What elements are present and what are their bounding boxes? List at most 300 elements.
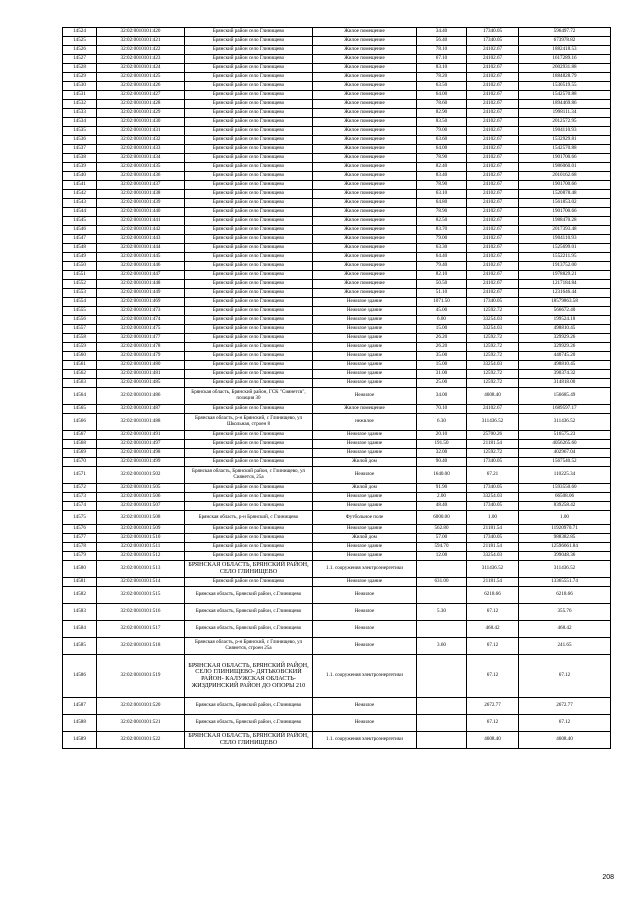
area-cell: 51.10 xyxy=(417,289,467,298)
row-number-cell: 14536 xyxy=(63,136,97,145)
table-row xyxy=(63,82,611,91)
cadastral-number-cell: 32:02:0010101:491 xyxy=(97,431,185,440)
area-cell: 15.00 xyxy=(417,361,467,370)
unit-value-cell: 24102.67 xyxy=(467,109,519,118)
row-number-cell: 14556 xyxy=(63,316,97,325)
address-cell: Брянский район село Глинищево xyxy=(185,449,313,458)
address-cell: Брянский район село Глинищево xyxy=(185,226,313,235)
object-type-cell: Нежилое xyxy=(313,587,417,604)
cadastral-value-cell: 4608.40 xyxy=(519,732,611,749)
cadastral-number-cell: 32:02:0010101:519 xyxy=(97,655,185,698)
cadastral-number-cell: 32:02:0010101:473 xyxy=(97,307,185,316)
area-cell: 90.40 xyxy=(417,458,467,467)
address-cell: Брянский район село Глинищево xyxy=(185,405,313,414)
cadastral-number-cell: 32:02:0010101:426 xyxy=(97,82,185,91)
address-cell: Брянская область, Брянский район, с.Глинищево xyxy=(185,621,313,638)
object-type-cell: Жилое помещение xyxy=(313,64,417,73)
area-cell: 6000.00 xyxy=(417,511,467,525)
object-type-cell: Жилое помещение xyxy=(313,163,417,172)
address-cell: Брянский район село Глинищево xyxy=(185,199,313,208)
area-cell: 64.80 xyxy=(417,199,467,208)
object-type-cell: Жилое помещение xyxy=(313,172,417,181)
table-row xyxy=(63,244,611,253)
cadastral-value-cell: 468.42 xyxy=(519,621,611,638)
object-type-cell: Нежилое xyxy=(313,638,417,655)
area-cell: 191.50 xyxy=(417,440,467,449)
row-number-cell: 14581 xyxy=(63,578,97,587)
object-type-cell: Жилое помещение xyxy=(313,127,417,136)
cadastral-number-cell: 32:02:0010101:515 xyxy=(97,587,185,604)
object-type-cell: Жилое помещение xyxy=(313,271,417,280)
unit-value-cell: 12592.72 xyxy=(467,379,519,388)
row-number-cell: 14570 xyxy=(63,458,97,467)
unit-value-cell: 33254.03 xyxy=(467,361,519,370)
object-type-cell: Жилое помещение xyxy=(313,405,417,414)
address-cell: Брянский район село Глинищево xyxy=(185,118,313,127)
address-cell: Брянская область, Брянский район, ГСК "Сиянетсв", позиция 30 xyxy=(185,388,313,405)
cadastral-value-cell: 1561853.02 xyxy=(519,199,611,208)
unit-value-cell: 67.12 xyxy=(467,604,519,621)
address-cell: Брянский район село Глинищево xyxy=(185,484,313,493)
area-cell: 78.10 xyxy=(417,46,467,55)
row-number-cell: 14540 xyxy=(63,172,97,181)
cadastral-value-cell: 329929.26 xyxy=(519,334,611,343)
object-type-cell: Жилое помещение xyxy=(313,226,417,235)
table-row xyxy=(63,388,611,405)
table-row xyxy=(63,91,611,100)
unit-value-cell: 17340.05 xyxy=(467,502,519,511)
address-cell: Брянский район село Глинищево xyxy=(185,361,313,370)
address-cell: Брянский район село Глинищево xyxy=(185,163,313,172)
table-row xyxy=(63,343,611,352)
row-number-cell: 14529 xyxy=(63,73,97,82)
object-type-cell: Нежилое здание xyxy=(313,370,417,379)
area-cell: 83.10 xyxy=(417,64,467,73)
unit-value-cell: 4608.40 xyxy=(467,388,519,405)
cadastral-value-cell: 1532929.81 xyxy=(519,136,611,145)
cadastral-number-cell: 32:02:0010101:498 xyxy=(97,449,185,458)
unit-value-cell: 2672.77 xyxy=(467,698,519,715)
area-cell: 5.30 xyxy=(417,604,467,621)
cadastral-value-cell: 2010162.68 xyxy=(519,172,611,181)
object-type-cell: Жилой дом xyxy=(313,534,417,543)
area-cell: 83.40 xyxy=(417,172,467,181)
cadastral-value-cell: 988382.85 xyxy=(519,534,611,543)
table-row xyxy=(63,561,611,578)
row-number-cell: 14563 xyxy=(63,379,97,388)
area-cell xyxy=(417,621,467,638)
area-cell: 82.90 xyxy=(417,109,467,118)
object-type-cell: Нежилое здание xyxy=(313,493,417,502)
object-type-cell: Жилое помещение xyxy=(313,73,417,82)
area-cell: 82.40 xyxy=(417,163,467,172)
area-cell: 82.50 xyxy=(417,217,467,226)
object-type-cell: Нежилое xyxy=(313,467,417,484)
object-type-cell: Нежилое здание xyxy=(313,361,417,370)
cadastral-number-cell: 32:02:0010101:475 xyxy=(97,325,185,334)
area-cell: 48.40 xyxy=(417,502,467,511)
table-row xyxy=(63,28,611,37)
area-cell xyxy=(417,587,467,604)
address-cell: Брянский район село Глинищево xyxy=(185,37,313,46)
cadastral-number-cell: 32:02:0010101:516 xyxy=(97,604,185,621)
address-cell: Брянский район село Глинищево xyxy=(185,502,313,511)
unit-value-cell: 24102.67 xyxy=(467,199,519,208)
object-type-cell: Жилой дом xyxy=(313,458,417,467)
table-row xyxy=(63,534,611,543)
cadastral-number-cell: 32:02:0010101:435 xyxy=(97,163,185,172)
address-cell: Брянский район село Глинищево xyxy=(185,136,313,145)
object-type-cell: Нежилое здание xyxy=(313,525,417,534)
cadastral-number-cell: 32:02:0010101:481 xyxy=(97,370,185,379)
table-row xyxy=(63,698,611,715)
area-cell xyxy=(417,561,467,578)
row-number-cell: 14541 xyxy=(63,181,97,190)
area-cell: 6.30 xyxy=(417,414,467,431)
address-cell: Брянский район село Глинищево xyxy=(185,370,313,379)
cadastral-value-cell: 1542570.88 xyxy=(519,91,611,100)
unit-value-cell: 24102.67 xyxy=(467,91,519,100)
table-row xyxy=(63,379,611,388)
area-cell: 2.00 xyxy=(417,493,467,502)
address-cell: БРЯНСКАЯ ОБЛАСТЬ, БРЯНСКИЙ РАЙОН, СЕЛО ГЛИНИЩЕВО- ДЯТЬКОВСКИЙ РАЙОН- КАЛУЖСКАЯ ОБЛАСТЬ- ЖИЗДРИНСКИЙ РАЙОН ДО ОПОРЫ 210 xyxy=(185,655,313,698)
cadastral-number-cell: 32:02:0010101:431 xyxy=(97,127,185,136)
row-number-cell: 14543 xyxy=(63,199,97,208)
object-type-cell: Нежилое xyxy=(313,698,417,715)
cadastral-value-cell: 1217184.84 xyxy=(519,280,611,289)
cadastral-value-cell: 1617289.16 xyxy=(519,55,611,64)
area-cell: 12.00 xyxy=(417,552,467,561)
table-row xyxy=(63,145,611,154)
area-cell: 63.10 xyxy=(417,190,467,199)
row-number-cell: 14533 xyxy=(63,109,97,118)
object-type-cell: Нежилое здание xyxy=(313,449,417,458)
unit-value-cell: 24102.67 xyxy=(467,208,519,217)
object-type-cell: нежилое xyxy=(313,414,417,431)
table-row xyxy=(63,511,611,525)
table-row xyxy=(63,55,611,64)
unit-value-cell: 25700.26 xyxy=(467,431,519,440)
unit-value-cell: 24102.67 xyxy=(467,244,519,253)
area-cell: 6.00 xyxy=(417,316,467,325)
unit-value-cell: 24102.67 xyxy=(467,136,519,145)
object-type-cell: Жилое помещение xyxy=(313,145,417,154)
address-cell: Брянский район село Глинищево xyxy=(185,493,313,502)
cadastral-value-cell: 6218.66 xyxy=(519,587,611,604)
table-row xyxy=(63,543,611,552)
object-type-cell: Нежилое здание xyxy=(313,578,417,587)
address-cell: Брянский район село Глинищево xyxy=(185,190,313,199)
cadastral-value-cell: 1904110.93 xyxy=(519,127,611,136)
cadastral-number-cell: 32:02:0010101:509 xyxy=(97,525,185,534)
row-number-cell: 14561 xyxy=(63,361,97,370)
area-cell: 79.40 xyxy=(417,262,467,271)
area-cell: 70.10 xyxy=(417,405,467,414)
row-number-cell: 14578 xyxy=(63,543,97,552)
cadastral-value-cell: 311436.52 xyxy=(519,561,611,578)
address-cell: Брянский район село Глинищево xyxy=(185,334,313,343)
object-type-cell: Нежилое xyxy=(313,621,417,638)
cadastral-number-cell: 32:02:0010101:420 xyxy=(97,28,185,37)
cadastral-value-cell: 314818.00 xyxy=(519,379,611,388)
row-number-cell: 14567 xyxy=(63,431,97,440)
area-cell: 83.50 xyxy=(417,118,467,127)
address-cell: Брянская область, Брянский район, с Глинищево, ул Сиянетсв, 25а xyxy=(185,467,313,484)
address-cell: Брянский район село Глинищево xyxy=(185,253,313,262)
cadastral-number-cell: 32:02:0010101:434 xyxy=(97,154,185,163)
unit-value-cell: 24102.67 xyxy=(467,226,519,235)
address-cell: Брянский район село Глинищево xyxy=(185,271,313,280)
area-cell: 63.60 xyxy=(417,136,467,145)
address-cell: БРЯНСКАЯ ОБЛАСТЬ, БРЯНСКИЙ РАЙОН, СЕЛО ГЛИНИЩЕВО xyxy=(185,732,313,749)
cadastral-value-cell: 596497.72 xyxy=(519,28,611,37)
area-cell: 82.10 xyxy=(417,271,467,280)
object-type-cell: Нежилое здание xyxy=(313,343,417,352)
object-type-cell: Жилое помещение xyxy=(313,118,417,127)
cadastral-number-cell: 32:02:0010101:521 xyxy=(97,715,185,732)
address-cell: Брянский район село Глинищево xyxy=(185,578,313,587)
address-cell: Брянский район село Глинищево xyxy=(185,543,313,552)
table-row xyxy=(63,100,611,109)
address-cell: Брянский район село Глинищево xyxy=(185,343,313,352)
area-cell xyxy=(417,732,467,749)
row-number-cell: 14552 xyxy=(63,280,97,289)
row-number-cell: 14571 xyxy=(63,467,97,484)
row-number-cell: 14568 xyxy=(63,440,97,449)
table-row xyxy=(63,271,611,280)
row-number-cell: 14562 xyxy=(63,370,97,379)
row-number-cell: 14532 xyxy=(63,100,97,109)
row-number-cell: 14535 xyxy=(63,127,97,136)
cadastral-value-cell: 2002931.88 xyxy=(519,64,611,73)
table-row xyxy=(63,316,611,325)
cadastral-number-cell: 32:02:0010101:439 xyxy=(97,199,185,208)
table-row xyxy=(63,334,611,343)
unit-value-cell: 17340.05 xyxy=(467,37,519,46)
row-number-cell: 14544 xyxy=(63,208,97,217)
unit-value-cell: 67.12 xyxy=(467,655,519,698)
object-type-cell: Жилое помещение xyxy=(313,244,417,253)
area-cell: 79.00 xyxy=(417,235,467,244)
table-row xyxy=(63,440,611,449)
unit-value-cell: 24102.67 xyxy=(467,172,519,181)
cadastral-number-cell: 32:02:0010101:480 xyxy=(97,361,185,370)
cadastral-value-cell: 2017393.48 xyxy=(519,226,611,235)
cadastral-number-cell: 32:02:0010101:518 xyxy=(97,638,185,655)
cadastral-number-cell: 32:02:0010101:443 xyxy=(97,235,185,244)
row-number-cell: 14577 xyxy=(63,534,97,543)
object-type-cell: Жилое помещение xyxy=(313,262,417,271)
object-type-cell: Жилое помещение xyxy=(313,289,417,298)
area-cell: 64.00 xyxy=(417,145,467,154)
unit-value-cell: 468.42 xyxy=(467,621,519,638)
row-number-cell: 14537 xyxy=(63,145,97,154)
table-row xyxy=(63,163,611,172)
object-type-cell: Нежилое здание xyxy=(313,298,417,307)
address-cell: Брянский район село Глинищево xyxy=(185,208,313,217)
object-type-cell: 1.1. сооружения электроэнергетики xyxy=(313,561,417,578)
row-number-cell: 14565 xyxy=(63,405,97,414)
object-type-cell: Нежилое здание xyxy=(313,352,417,361)
object-type-cell: Жилое помещение xyxy=(313,136,417,145)
table-row xyxy=(63,199,611,208)
unit-value-cell: 12592.72 xyxy=(467,352,519,361)
address-cell: Брянская область, р-н Брянский, с Глинищево, ул Сиянетсв, строен 25а xyxy=(185,638,313,655)
table-row xyxy=(63,190,611,199)
cadastral-number-cell: 32:02:0010101:422 xyxy=(97,46,185,55)
table-row xyxy=(63,298,611,307)
table-row xyxy=(63,73,611,82)
address-cell: Брянский район село Глинищево xyxy=(185,525,313,534)
area-cell: 594.70 xyxy=(417,543,467,552)
unit-value-cell: 311436.52 xyxy=(467,561,519,578)
row-number-cell: 14524 xyxy=(63,28,97,37)
object-type-cell: Нежилое здание xyxy=(313,334,417,343)
cadastral-value-cell: 839258.42 xyxy=(519,502,611,511)
area-cell xyxy=(417,655,467,698)
unit-value-cell: 33254.03 xyxy=(467,552,519,561)
unit-value-cell: 24102.67 xyxy=(467,280,519,289)
cadastral-value-cell: 156685.49 xyxy=(519,388,611,405)
cadastral-number-cell: 32:02:0010101:485 xyxy=(97,379,185,388)
area-cell: 3.60 xyxy=(417,638,467,655)
unit-value-cell: 17340.05 xyxy=(467,298,519,307)
object-type-cell: Жилое помещение xyxy=(313,235,417,244)
unit-value-cell: 12592.72 xyxy=(467,370,519,379)
cadastral-value-cell: 199524.18 xyxy=(519,316,611,325)
area-cell: 78.60 xyxy=(417,100,467,109)
area-cell xyxy=(417,715,467,732)
table-row xyxy=(63,484,611,493)
row-number-cell: 14526 xyxy=(63,46,97,55)
address-cell: Брянский район село Глинищево xyxy=(185,109,313,118)
cadastral-number-cell: 32:02:0010101:474 xyxy=(97,316,185,325)
cadastral-value-cell: 1520878.48 xyxy=(519,190,611,199)
unit-value-cell: 24102.67 xyxy=(467,154,519,163)
cadastral-value-cell: 1530519.55 xyxy=(519,82,611,91)
cadastral-value-cell: 2012572.95 xyxy=(519,118,611,127)
cadastral-number-cell: 32:02:0010101:423 xyxy=(97,55,185,64)
area-cell: 631.00 xyxy=(417,578,467,587)
cadastral-value-cell: 18579863.58 xyxy=(519,298,611,307)
cadastral-value-table xyxy=(62,27,611,749)
cadastral-value-cell: 1986060.01 xyxy=(519,163,611,172)
cadastral-number-cell: 32:02:0010101:497 xyxy=(97,440,185,449)
address-cell: Брянский район село Глинищево xyxy=(185,127,313,136)
area-cell: 64.00 xyxy=(417,91,467,100)
object-type-cell: Жилое помещение xyxy=(313,37,417,46)
address-cell: Брянский район село Глинищево xyxy=(185,440,313,449)
object-type-cell: Нежилое здание xyxy=(313,307,417,316)
cadastral-value-cell: 311436.52 xyxy=(519,414,611,431)
address-cell: Брянский район село Глинищево xyxy=(185,64,313,73)
table-row xyxy=(63,118,611,127)
cadastral-value-cell: 1978829.21 xyxy=(519,271,611,280)
row-number-cell: 14530 xyxy=(63,82,97,91)
cadastral-value-cell: 1904110.93 xyxy=(519,235,611,244)
row-number-cell: 14555 xyxy=(63,307,97,316)
table-row xyxy=(63,414,611,431)
object-type-cell: Нежилое здание xyxy=(313,379,417,388)
cadastral-number-cell: 32:02:0010101:487 xyxy=(97,405,185,414)
unit-value-cell: 24102.67 xyxy=(467,289,519,298)
cadastral-number-cell: 32:02:0010101:512 xyxy=(97,552,185,561)
unit-value-cell: 24102.67 xyxy=(467,217,519,226)
unit-value-cell: 24102.67 xyxy=(467,73,519,82)
object-type-cell: Жилое помещение xyxy=(313,109,417,118)
object-type-cell: Нежилое здание xyxy=(313,552,417,561)
area-cell: 35.00 xyxy=(417,352,467,361)
row-number-cell: 14573 xyxy=(63,493,97,502)
cadastral-value-cell: 355.76 xyxy=(519,604,611,621)
unit-value-cell: 24102.67 xyxy=(467,235,519,244)
table-row xyxy=(63,127,611,136)
area-cell: 1071.50 xyxy=(417,298,467,307)
row-number-cell: 14558 xyxy=(63,334,97,343)
table-row xyxy=(63,458,611,467)
table-row xyxy=(63,587,611,604)
row-number-cell: 14545 xyxy=(63,217,97,226)
table-row xyxy=(63,405,611,414)
row-number-cell: 14582 xyxy=(63,587,97,604)
cadastral-number-cell: 32:02:0010101:421 xyxy=(97,37,185,46)
cadastral-number-cell: 32:02:0010101:427 xyxy=(97,91,185,100)
unit-value-cell: 21181.54 xyxy=(467,543,519,552)
area-cell: 34.40 xyxy=(417,28,467,37)
cadastral-value-cell: 329929.26 xyxy=(519,343,611,352)
table-row xyxy=(63,449,611,458)
row-number-cell: 14539 xyxy=(63,163,97,172)
address-cell: Брянский район село Глинищево xyxy=(185,458,313,467)
object-type-cell: 1.1. сооружения электроэнергетики xyxy=(313,732,417,749)
cadastral-value-cell: 12596661.84 xyxy=(519,543,611,552)
table-row xyxy=(63,325,611,334)
row-number-cell: 14569 xyxy=(63,449,97,458)
cadastral-number-cell: 32:02:0010101:517 xyxy=(97,621,185,638)
table-row xyxy=(63,732,611,749)
cadastral-number-cell: 32:02:0010101:448 xyxy=(97,280,185,289)
unit-value-cell: 24102.67 xyxy=(467,181,519,190)
row-number-cell: 14587 xyxy=(63,698,97,715)
row-number-cell: 14564 xyxy=(63,388,97,405)
unit-value-cell: 1.00 xyxy=(467,511,519,525)
unit-value-cell: 24102.67 xyxy=(467,262,519,271)
row-number-cell: 14557 xyxy=(63,325,97,334)
cadastral-number-cell: 32:02:0010101:430 xyxy=(97,118,185,127)
row-number-cell: 14566 xyxy=(63,414,97,431)
cadastral-value-cell: 241.65 xyxy=(519,638,611,655)
cadastral-value-cell: 1901700.66 xyxy=(519,208,611,217)
cadastral-value-cell: 440745.20 xyxy=(519,352,611,361)
unit-value-cell: 12592.72 xyxy=(467,343,519,352)
table-row xyxy=(63,621,611,638)
cadastral-number-cell: 32:02:0010101:445 xyxy=(97,253,185,262)
object-type-cell: Жилое помещение xyxy=(313,46,417,55)
address-cell: Брянская область, р-н Брянский, с Глинищево, ул Школьная, строен 8 xyxy=(185,414,313,431)
cadastral-value-cell: 399048.36 xyxy=(519,552,611,561)
cadastral-value-cell: 1901700.66 xyxy=(519,181,611,190)
address-cell: Брянская область, Брянский район, с.Глинищево xyxy=(185,698,313,715)
object-type-cell: Жилое помещение xyxy=(313,28,417,37)
cadastral-number-cell: 32:02:0010101:477 xyxy=(97,334,185,343)
cadastral-value-cell: 1882418.53 xyxy=(519,46,611,55)
cadastral-value-cell: 1231646.44 xyxy=(519,289,611,298)
cadastral-value-cell: 566672.40 xyxy=(519,307,611,316)
area-cell: 562.80 xyxy=(417,525,467,534)
table-row xyxy=(63,467,611,484)
row-number-cell: 14580 xyxy=(63,561,97,578)
area-cell: 56.40 xyxy=(417,37,467,46)
